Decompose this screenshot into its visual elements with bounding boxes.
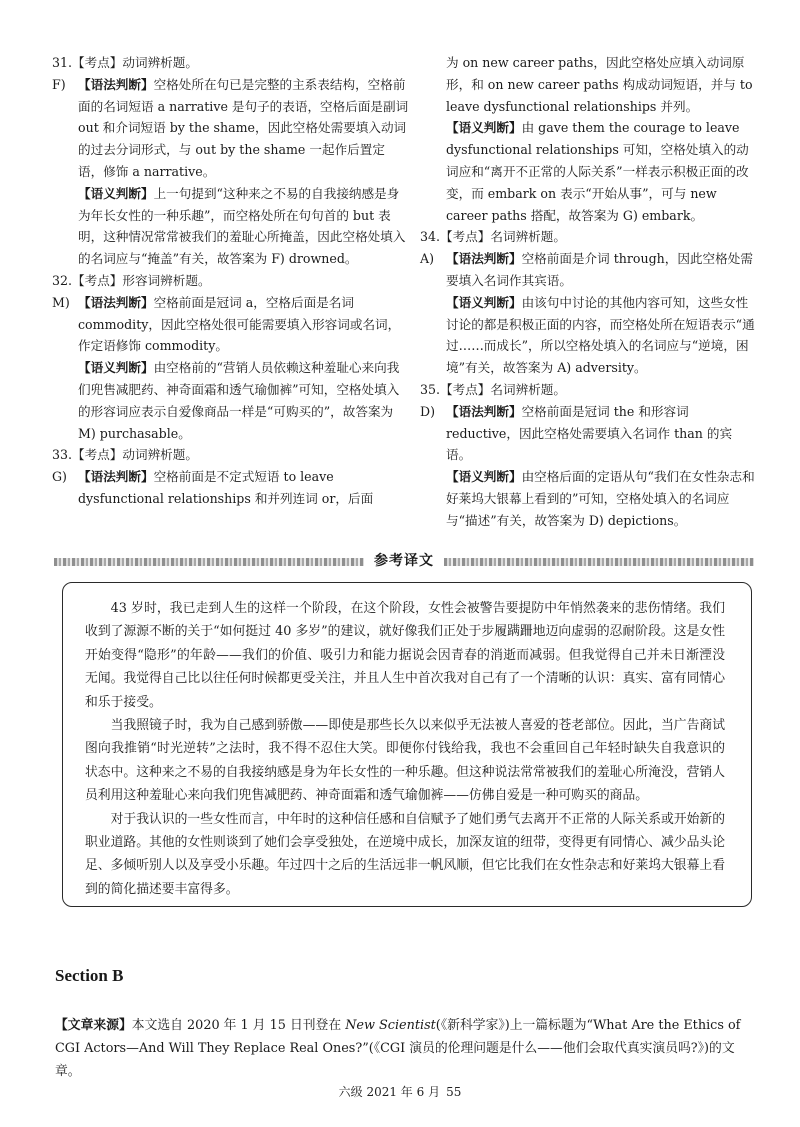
q31-grammar	[52, 74, 410, 183]
q31-semantic-text: 上一句提到“这种来之不易的自我接纳感是身为年长女性的一种乐趣”，而空格处所在句句首的 but 表明，这种情况常常被我们的羞耻心所掩盖，因此空格处填入的名词应与“掩盖”有关，故答案为 F) drowned。	[78, 185, 406, 267]
q32-grammar-text: 空格前面是冠词 a，空格后面是名词 commodity，因此空格处很可能需要填入形容词或名词，作定语修饰 commodity。	[78, 294, 401, 354]
q35-grammar	[420, 401, 756, 466]
page-footer	[0, 1082, 800, 1104]
q34-answer-letter: A)	[420, 251, 435, 267]
q35-semantic-text: 由空格后面的定语从句“我们在女性杂志和好莱坞大银幕上看到的”可知，空格处填入的名词应与“描述”有关，故答案为 D) depictions。	[446, 469, 755, 528]
q32-answer-letter: M)	[52, 294, 70, 310]
source-tag: 【文章来源】	[55, 1018, 132, 1033]
translation-title: 参考译文	[374, 553, 434, 570]
q31-grammar-text: 空格处所在句已是完整的主系表结构，空格前面的名词短语 a narrative 是句子的表语，空格后面是副词 out 和介词短语 by the shame，因此空格处需要填入动词的过去分词形式，与 out by the shame 一起作后置定语，修饰 a narrative。	[78, 76, 409, 179]
section-b-heading: Section B	[55, 966, 124, 985]
q33-semantic-tag: 【语义判断】	[446, 120, 522, 136]
q35-block	[420, 379, 756, 532]
q34-grammar	[420, 248, 756, 292]
q34-semantic-text: 由该句中讨论的其他内容可知，这些女性讨论的都是积极正面的内容，而空格处所在短语表示“通过……而成长”，所以空格处填入的名词应与“逆境，困境”有关，故答案为 A) adversity。	[446, 294, 755, 376]
q32-semantic-text: 由空格前的“营销人员依赖这种羞耻心来向我们兜售减肥药、神奇面霜和透气瑜伽裤”可知，空格处填入的形容词应表示自爱像商品一样是“可购买的”，故答案为 M) purchasable。	[78, 360, 400, 441]
source-text-before: 本文选自 2020 年 1 月 15 日刊登在	[131, 1018, 346, 1033]
q33-semantic	[420, 117, 756, 226]
q33-answer-letter: G)	[52, 469, 67, 485]
q35-grammar-tag: 【语法判断】	[446, 403, 522, 419]
article-source	[55, 1014, 755, 1083]
q31-answer-letter: F)	[52, 76, 66, 92]
q33-semantic-text: 由 gave them the courage to leave dysfunctional relationships 可知，空格处填入的动词应和“离开不正常的人际关系”一样表示积极正面的改变，而 embark on 表示“开始从事”，可与 new career paths 搭配，故答案为 G) embark。	[446, 120, 749, 223]
q33-grammar	[52, 466, 410, 510]
decorative-rule-left	[54, 558, 364, 566]
q32-semantic	[52, 357, 410, 444]
translation-paragraph-1: 43 岁时，我已走到人生的这样一个阶段，在这个阶段，女性会被警告要提防中年悄然袭来的悲伤情绪。我们收到了源源不断的关于“如何挺过 40 多岁”的建议，就好像我们正处于步履蹒跚地迈向虚弱的忍耐阶段。这是女性开始变得“隐形”的年龄——我们的价值、吸引力和能力据说会因青春的消逝而减弱。但我觉得自己并未日渐湮没无闻。我觉得自己比以往任何时候都更受关注，并且人生中首次我对自己有了一个清晰的认识：真实、富有同情心和乐于接受。	[85, 601, 725, 710]
q35-semantic	[420, 466, 756, 531]
source-magazine: New Scientist	[345, 1018, 436, 1033]
q32-grammar-tag: 【语法判断】	[78, 294, 154, 310]
left-column	[52, 52, 410, 510]
q32-heading: 32.【考点】形容词辨析题。	[52, 272, 211, 288]
q34-semantic-tag: 【语义判断】	[446, 294, 522, 310]
q31-semantic-tag: 【语义判断】	[78, 185, 154, 201]
q35-answer-letter: D)	[420, 403, 436, 419]
q35-grammar-text: 空格前面是冠词 the 和形容词 reductive，因此空格处需要填入名词作 than 的宾语。	[446, 403, 733, 463]
source-text-after: (《新科学家》)上一篇标题为“What Are the Ethics of CGI Actors—And Will They Replace Real Ones?”(《CGI 演员的伦理问题是什么——他们会取代真实演员吗?》)的文章。	[55, 1018, 741, 1079]
q33-heading: 33.【考点】动词辨析题。	[52, 447, 198, 463]
q31-block	[52, 52, 410, 270]
page-number: 55	[446, 1085, 462, 1099]
q35-semantic-tag: 【语义判断】	[446, 469, 522, 485]
q31-heading: 31.【考点】动词辨析题。	[52, 55, 198, 70]
translation-paragraph-3: 对于我认识的一些女性而言，中年时的这种信任感和自信赋予了她们勇气去离开不正常的人际关系或开始新的职业道路。其他的女性则谈到了她们会享受独处，在逆境中成长，加深友谊的纽带，变得更有同情心、减少品头论足、多倾听别人以及享受小乐趣。年过四十之后的生活远非一帆风顺，但它比我们在女性杂志和好莱坞大银幕上看到的简化描述要丰富得多。	[85, 811, 725, 897]
q31-semantic	[52, 183, 410, 270]
q32-block	[52, 270, 410, 444]
q34-block	[420, 226, 756, 379]
q31-grammar-tag: 【语法判断】	[78, 76, 154, 92]
q34-semantic	[420, 292, 756, 379]
translation-title-bar	[54, 551, 754, 573]
q32-semantic-tag: 【语义判断】	[78, 360, 154, 376]
q33-block	[52, 444, 410, 509]
q35-heading: 35.【考点】名词辨析题。	[420, 381, 566, 397]
q33-grammar-tag: 【语法判断】	[78, 469, 154, 485]
q34-grammar-text: 空格前面是介词 through，因此空格处需要填入名词作其宾语。	[446, 251, 753, 288]
q34-grammar-tag: 【语法判断】	[446, 251, 522, 267]
q33-grammar-text: 空格前面是不定式短语 to leave dysfunctional relationships 和并列连词 or，后面	[78, 469, 374, 506]
right-column	[420, 52, 756, 532]
decorative-rule-right	[444, 558, 754, 566]
q33-grammar-continued: 为 on new career paths，因此空格处应填入动词原形，和 on new career paths 构成动词短语，并与 to leave dysfunctional relationships 并列。	[446, 55, 753, 114]
q34-heading: 34.【考点】名词辨析题。	[420, 229, 566, 245]
footer-exam: 六级 2021 年 6 月	[338, 1085, 441, 1099]
q32-grammar	[52, 292, 410, 357]
translation-paragraph-2: 当我照镜子时，我为自己感到骄傲——即使是那些长久以来似乎无法被人喜爱的苍老部位。因此，当广告商试图向我推销“时光逆转”之法时，我不得不忍住大笑。即便你付钱给我，我也不会重回自己年轻时缺失自我意识的状态中。这种来之不易的自我接纳感是身为年长女性的一种乐趣。但这种说法常常被我们的羞耻心所淹没，营销人员利用这种羞耻心来向我们兜售减肥药、神奇面霜和透气瑜伽裤——仿佛自爱是一种可购买的商品。	[85, 718, 725, 804]
translation-box	[62, 582, 752, 907]
